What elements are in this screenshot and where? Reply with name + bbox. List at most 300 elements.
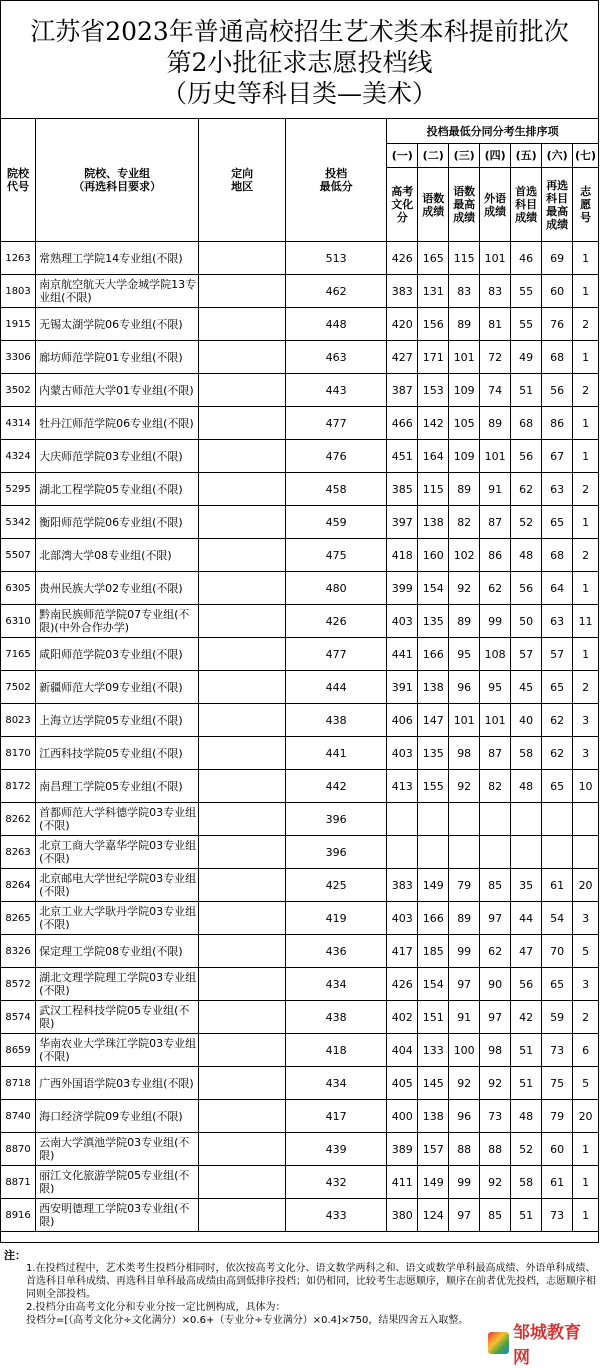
table-row [1,1100,599,1133]
header-rank-group: 投档最低分同分考生排序项 [387,119,599,144]
cell-region [199,770,286,803]
cell-name: 无锡太湖学院06专业组(不限) [36,308,199,341]
cell-score: 417 [286,1100,387,1133]
cell-c7: 1 [573,242,599,275]
cell-c1: 380 [387,1199,418,1232]
cell-c5 [511,803,542,836]
cell-c1: 399 [387,572,418,605]
cell-c5: 52 [511,506,542,539]
cell-c4: 87 [480,737,511,770]
cell-c3 [449,803,480,836]
cell-code: 8574 [1,1001,36,1034]
cell-c2: 156 [418,308,449,341]
watermark [488,1323,594,1368]
cell-c6: 60 [542,1133,573,1166]
header-sub-7: 志 愿 号 [573,168,599,242]
table-row [1,869,599,902]
cell-c3: 91 [449,1001,480,1034]
cell-region [199,605,286,638]
cell-c2 [418,803,449,836]
table-row [1,1199,599,1232]
cell-c6: 65 [542,968,573,1001]
cell-c3: 97 [449,968,480,1001]
cell-name: 牡丹江师范学院06专业组(不限) [36,407,199,440]
table-row [1,374,599,407]
cell-name: 云南大学滇池学院03专业组(不限) [36,1133,199,1166]
cell-region [199,803,286,836]
cell-name: 南京航空航天大学金城学院13专业组(不限) [36,275,199,308]
cell-c1: 426 [387,242,418,275]
table-row [1,935,599,968]
cell-score: 418 [286,1034,387,1067]
cell-c4 [480,836,511,869]
cell-c3: 88 [449,1133,480,1166]
cell-region [199,1067,286,1100]
cell-c3: 99 [449,1166,480,1199]
cell-c6: 79 [542,1100,573,1133]
cell-c7: 10 [573,770,599,803]
cell-c6: 63 [542,605,573,638]
cell-c1: 411 [387,1166,418,1199]
cell-c6: 61 [542,1166,573,1199]
cell-c4: 98 [480,1034,511,1067]
cell-region [199,506,286,539]
cell-c1: 389 [387,1133,418,1166]
cell-region [199,374,286,407]
cell-score: 443 [286,374,387,407]
cell-c6: 70 [542,935,573,968]
cell-score: 432 [286,1166,387,1199]
cell-c2 [418,836,449,869]
cell-score: 426 [286,605,387,638]
header-name: 院校、专业组 （再选科目要求） [36,119,199,242]
header-sub-1: 高考 文化 分 [387,168,418,242]
cell-region [199,440,286,473]
cell-c3: 100 [449,1034,480,1067]
cell-c7: 2 [573,374,599,407]
cell-c4: 62 [480,572,511,605]
title-line-2: 第2小批征求志愿投档线 [166,48,433,77]
cell-c1: 403 [387,902,418,935]
cell-c7: 6 [573,1034,599,1067]
cell-c6: 65 [542,506,573,539]
cell-c6: 64 [542,572,573,605]
cell-code: 8263 [1,836,36,869]
note-3: 投档分=[（高考文化分÷文化满分）×0.6+（专业分÷专业满分）×0.4]×750，结果四舍五入取整。 [26,1315,469,1326]
cell-c3: 115 [449,242,480,275]
cell-c4: 89 [480,407,511,440]
cell-name: 江西科技学院05专业组(不限) [36,737,199,770]
cell-c1: 417 [387,935,418,968]
cell-c5: 58 [511,737,542,770]
cell-c7: 3 [573,968,599,1001]
cell-c1: 387 [387,374,418,407]
cell-c1: 403 [387,605,418,638]
watermark-text: 邹城教育网 [512,1323,581,1368]
cell-name: 廊坊师范学院01专业组(不限) [36,341,199,374]
table-row [1,605,599,638]
cell-c6: 69 [542,242,573,275]
cell-c7: 20 [573,869,599,902]
cell-c2: 149 [418,1166,449,1199]
cell-name: 西安明德理工学院03专业组(不限) [36,1199,199,1232]
cell-score: 434 [286,968,387,1001]
cell-c1: 403 [387,737,418,770]
cell-score: 396 [286,803,387,836]
cell-code: 8023 [1,704,36,737]
cell-c2: 154 [418,968,449,1001]
cell-c1 [387,803,418,836]
cell-score: 475 [286,539,387,572]
table-body [1,242,599,1232]
cell-name: 海口经济学院09专业组(不限) [36,1100,199,1133]
cell-c3: 101 [449,704,480,737]
cell-name: 北京邮电大学世纪学院03专业组(不限) [36,869,199,902]
cell-c6: 59 [542,1001,573,1034]
cell-c6: 68 [542,539,573,572]
cell-region [199,1166,286,1199]
table-row [1,704,599,737]
cell-region [199,473,286,506]
cell-name: 丽江文化旅游学院05专业组(不限) [36,1166,199,1199]
header-min-score: 投档 最低分 [286,119,387,242]
cell-name: 北京工业大学耿丹学院03专业组(不限) [36,902,199,935]
table-row [1,902,599,935]
cell-c3: 109 [449,440,480,473]
cell-c6: 76 [542,308,573,341]
cell-name: 湖北文理学院理工学院03专业组(不限) [36,968,199,1001]
document-title [0,0,599,118]
cell-c1: 405 [387,1067,418,1100]
cell-c5: 55 [511,308,542,341]
cell-region [199,1034,286,1067]
cell-region [199,242,286,275]
cell-c3: 89 [449,473,480,506]
cell-c1: 413 [387,770,418,803]
cell-c6: 62 [542,704,573,737]
cell-c5: 62 [511,473,542,506]
cell-code: 6310 [1,605,36,638]
table-row [1,473,599,506]
cell-code: 8916 [1,1199,36,1232]
cell-c6: 54 [542,902,573,935]
cell-code: 3502 [1,374,36,407]
cell-region [199,275,286,308]
cell-name: 湖北工程学院05专业组(不限) [36,473,199,506]
header-sub-5: 首选 科目 成绩 [511,168,542,242]
cell-c2: 149 [418,869,449,902]
cell-name: 黔南民族师范学院07专业组(不限)(中外合作办学) [36,605,199,638]
cell-name: 北京工商大学嘉华学院03专业组(不限) [36,836,199,869]
cell-c2: 138 [418,506,449,539]
cell-c5: 48 [511,770,542,803]
cell-c6: 73 [542,1034,573,1067]
cell-c4: 85 [480,869,511,902]
cell-region [199,935,286,968]
cell-c5: 49 [511,341,542,374]
header-num-7: (七) [573,144,599,168]
cell-c5: 56 [511,572,542,605]
cell-name: 大庆师范学院03专业组(不限) [36,440,199,473]
cell-c1: 383 [387,869,418,902]
cell-region [199,1199,286,1232]
cell-c7: 3 [573,704,599,737]
cell-c6: 65 [542,770,573,803]
cell-name: 北部湾大学08专业组(不限) [36,539,199,572]
cell-c3: 89 [449,308,480,341]
cell-c4: 81 [480,308,511,341]
cell-c4: 97 [480,902,511,935]
cell-code: 6305 [1,572,36,605]
cell-c6: 61 [542,869,573,902]
cell-c7: 2 [573,473,599,506]
cell-c7: 2 [573,671,599,704]
cell-score: 425 [286,869,387,902]
cell-c3: 83 [449,275,480,308]
cell-c5: 52 [511,1133,542,1166]
header-code: 院校 代号 [1,119,36,242]
cell-c1: 427 [387,341,418,374]
cell-code: 8870 [1,1133,36,1166]
cell-c7: 1 [573,275,599,308]
cell-code: 8262 [1,803,36,836]
cell-c1: 426 [387,968,418,1001]
cell-c7: 1 [573,407,599,440]
cell-c7: 5 [573,1067,599,1100]
cell-c1: 406 [387,704,418,737]
cell-c6 [542,803,573,836]
table-row [1,968,599,1001]
header-num-2: (二) [418,144,449,168]
cell-c2: 166 [418,638,449,671]
cell-c3: 96 [449,671,480,704]
cell-region [199,638,286,671]
cell-c5: 50 [511,605,542,638]
cell-c6: 73 [542,1199,573,1232]
cell-c2: 131 [418,275,449,308]
cell-name: 保定理工学院08专业组(不限) [36,935,199,968]
table-row [1,1034,599,1067]
cell-c5: 42 [511,1001,542,1034]
cell-c6 [542,836,573,869]
header-region: 定向 地区 [199,119,286,242]
cell-c7: 1 [573,506,599,539]
cell-c6: 67 [542,440,573,473]
cell-c3: 97 [449,1199,480,1232]
header-num-3: (三) [449,144,480,168]
cell-name: 广西外国语学院03专业组(不限) [36,1067,199,1100]
cell-name: 武汉工程科技学院05专业组(不限) [36,1001,199,1034]
cell-c1: 397 [387,506,418,539]
cell-c4: 85 [480,1199,511,1232]
cell-c4: 92 [480,1067,511,1100]
cell-c2: 171 [418,341,449,374]
cell-c1: 391 [387,671,418,704]
cell-c6: 75 [542,1067,573,1100]
cell-code: 8572 [1,968,36,1001]
cell-c4: 90 [480,968,511,1001]
cell-c1: 385 [387,473,418,506]
cell-c3: 105 [449,407,480,440]
cell-c1: 383 [387,275,418,308]
cell-c7: 2 [573,1001,599,1034]
cell-code: 7165 [1,638,36,671]
cell-score: 438 [286,1001,387,1034]
cell-c6: 60 [542,275,573,308]
cell-code: 5342 [1,506,36,539]
cell-c5: 51 [511,1067,542,1100]
notes [4,1249,596,1327]
cell-c6: 56 [542,374,573,407]
cell-c3: 102 [449,539,480,572]
cell-name: 内蒙古师范大学01专业组(不限) [36,374,199,407]
table-row [1,1133,599,1166]
cell-c2: 142 [418,407,449,440]
title-line-3: （历史等科目类—美术） [161,79,437,108]
cell-c5: 40 [511,704,542,737]
cell-code: 8264 [1,869,36,902]
table-row [1,308,599,341]
cell-c3: 79 [449,869,480,902]
cell-code: 8170 [1,737,36,770]
score-table [0,118,599,1232]
cell-code: 4314 [1,407,36,440]
cell-c4: 72 [480,341,511,374]
cell-c1: 441 [387,638,418,671]
cell-c3: 95 [449,638,480,671]
title-line-1: 江苏省2023年普通高校招生艺术类本科提前批次 [30,17,569,46]
cell-name: 衡阳师范学院06专业组(不限) [36,506,199,539]
cell-score: 444 [286,671,387,704]
cell-c5: 46 [511,242,542,275]
cell-code: 4324 [1,440,36,473]
cell-c1: 466 [387,407,418,440]
cell-name: 南昌理工学院05专业组(不限) [36,770,199,803]
header-sub-4: 外语 成绩 [480,168,511,242]
cell-score: 462 [286,275,387,308]
cell-c4: 99 [480,605,511,638]
cell-c5: 51 [511,374,542,407]
cell-c1: 420 [387,308,418,341]
cell-c4: 97 [480,1001,511,1034]
cell-c2: 160 [418,539,449,572]
header-num-6: (六) [542,144,573,168]
table-row [1,803,599,836]
table-row [1,770,599,803]
header-num-4: (四) [480,144,511,168]
table-row [1,1067,599,1100]
cell-c7: 1 [573,440,599,473]
cell-name: 首都师范大学科德学院03专业组(不限) [36,803,199,836]
cell-c3: 92 [449,1067,480,1100]
table-row [1,737,599,770]
cell-c7: 20 [573,1100,599,1133]
cell-c2: 135 [418,605,449,638]
cell-region [199,968,286,1001]
cell-c4: 88 [480,1133,511,1166]
cell-c7: 2 [573,308,599,341]
cell-c3: 96 [449,1100,480,1133]
cell-c1: 418 [387,539,418,572]
cell-c3: 109 [449,374,480,407]
cell-c7: 1 [573,1133,599,1166]
cell-score: 441 [286,737,387,770]
header-sub-6: 再选 科目 最高 成绩 [542,168,573,242]
table-row [1,506,599,539]
site-logo-icon [488,1332,509,1354]
cell-score: 442 [286,770,387,803]
cell-code: 7502 [1,671,36,704]
header-num-5: (五) [511,144,542,168]
cell-c6: 63 [542,473,573,506]
cell-score: 396 [286,836,387,869]
cell-region [199,539,286,572]
cell-c2: 138 [418,1100,449,1133]
cell-code: 1263 [1,242,36,275]
cell-c5: 35 [511,869,542,902]
cell-c4: 91 [480,473,511,506]
cell-code: 3306 [1,341,36,374]
cell-c7: 5 [573,935,599,968]
cell-code: 5507 [1,539,36,572]
cell-c2: 147 [418,704,449,737]
cell-c5: 48 [511,539,542,572]
cell-c5 [511,836,542,869]
cell-c2: 166 [418,902,449,935]
cell-score: 439 [286,1133,387,1166]
cell-score: 513 [286,242,387,275]
cell-region [199,902,286,935]
table-row [1,1001,599,1034]
cell-c7: 2 [573,539,599,572]
cell-code: 8740 [1,1100,36,1133]
cell-c5: 68 [511,407,542,440]
cell-c4: 101 [480,242,511,275]
cell-c3: 92 [449,572,480,605]
table-row [1,671,599,704]
cell-c7: 11 [573,605,599,638]
table-row [1,836,599,869]
header-sub-3: 语数 最高 成绩 [449,168,480,242]
cell-c5: 58 [511,1166,542,1199]
cell-code: 8326 [1,935,36,968]
cell-score: 458 [286,473,387,506]
table-row [1,539,599,572]
table-row [1,572,599,605]
cell-c2: 138 [418,671,449,704]
cell-c4: 101 [480,440,511,473]
cell-score: 448 [286,308,387,341]
cell-c7: 1 [573,638,599,671]
cell-c4: 74 [480,374,511,407]
cell-c2: 154 [418,572,449,605]
table-row [1,242,599,275]
cell-c2: 133 [418,1034,449,1067]
cell-score: 438 [286,704,387,737]
cell-c7: 1 [573,1166,599,1199]
cell-c2: 124 [418,1199,449,1232]
cell-c4: 82 [480,770,511,803]
header-num-1: (一) [387,144,418,168]
cell-c2: 185 [418,935,449,968]
cell-c5: 44 [511,902,542,935]
cell-c3: 89 [449,902,480,935]
cell-score: 477 [286,407,387,440]
cell-region [199,671,286,704]
cell-score: 480 [286,572,387,605]
cell-name: 咸阳师范学院03专业组(不限) [36,638,199,671]
note-2: 2.投档分由高考文化分和专业分按一定比例构成，具体为： [26,1302,286,1313]
